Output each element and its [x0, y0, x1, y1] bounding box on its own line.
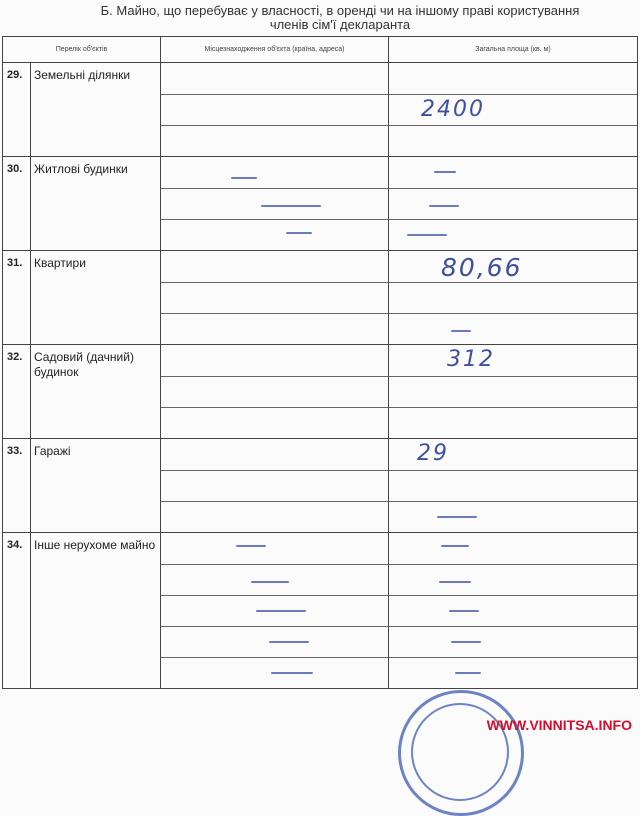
table-row [3, 251, 638, 345]
area-value: 29 [417, 441, 449, 466]
area-value: 80,66 [441, 253, 523, 282]
area-cell [389, 439, 638, 533]
row-category: Гаражі [31, 439, 161, 533]
location-cell [161, 533, 389, 689]
row-category: Інше нерухоме майно [31, 533, 161, 689]
heading-line-2: членів сім'ї декларанта [269, 17, 411, 32]
row-category: Садовий (дачний) будинок [31, 345, 161, 439]
location-cell [161, 439, 389, 533]
heading-line-1: Б. Майно, що перебуває у власності, в оренді чи на іншому праві користування [100, 3, 580, 18]
table-row [3, 345, 638, 439]
area-cell [389, 533, 638, 689]
row-category: Земельні ділянки [31, 63, 161, 157]
col-header-location: Місцезнаходження об'єкта (країна, адреса) [161, 37, 389, 63]
location-cell [161, 251, 389, 345]
row-category: Квартири [31, 251, 161, 345]
official-stamp [398, 690, 524, 816]
location-cell [161, 63, 389, 157]
watermark: WWW.VINNITSA.INFO [486, 717, 632, 733]
location-cell [161, 157, 389, 251]
table-row [3, 63, 638, 157]
area-cell [389, 157, 638, 251]
row-category: Житлові будинки [31, 157, 161, 251]
row-number: 33. [3, 439, 31, 533]
area-value: 2400 [421, 97, 485, 122]
table-row [3, 157, 638, 251]
location-cell [161, 345, 389, 439]
area-value: 312 [447, 347, 495, 372]
area-cell [389, 251, 638, 345]
col-header-area: Загальна площа (кв. м) [389, 37, 638, 63]
area-cell [389, 345, 638, 439]
property-table [2, 36, 638, 689]
row-number: 29. [3, 63, 31, 157]
col-header-objects: Перелік об'єктів [3, 37, 161, 63]
table-row [3, 533, 638, 689]
header-row [3, 37, 638, 63]
row-number: 32. [3, 345, 31, 439]
table-row [3, 439, 638, 533]
section-heading [60, 4, 620, 32]
row-number: 31. [3, 251, 31, 345]
row-number: 34. [3, 533, 31, 689]
row-number: 30. [3, 157, 31, 251]
area-cell [389, 63, 638, 157]
